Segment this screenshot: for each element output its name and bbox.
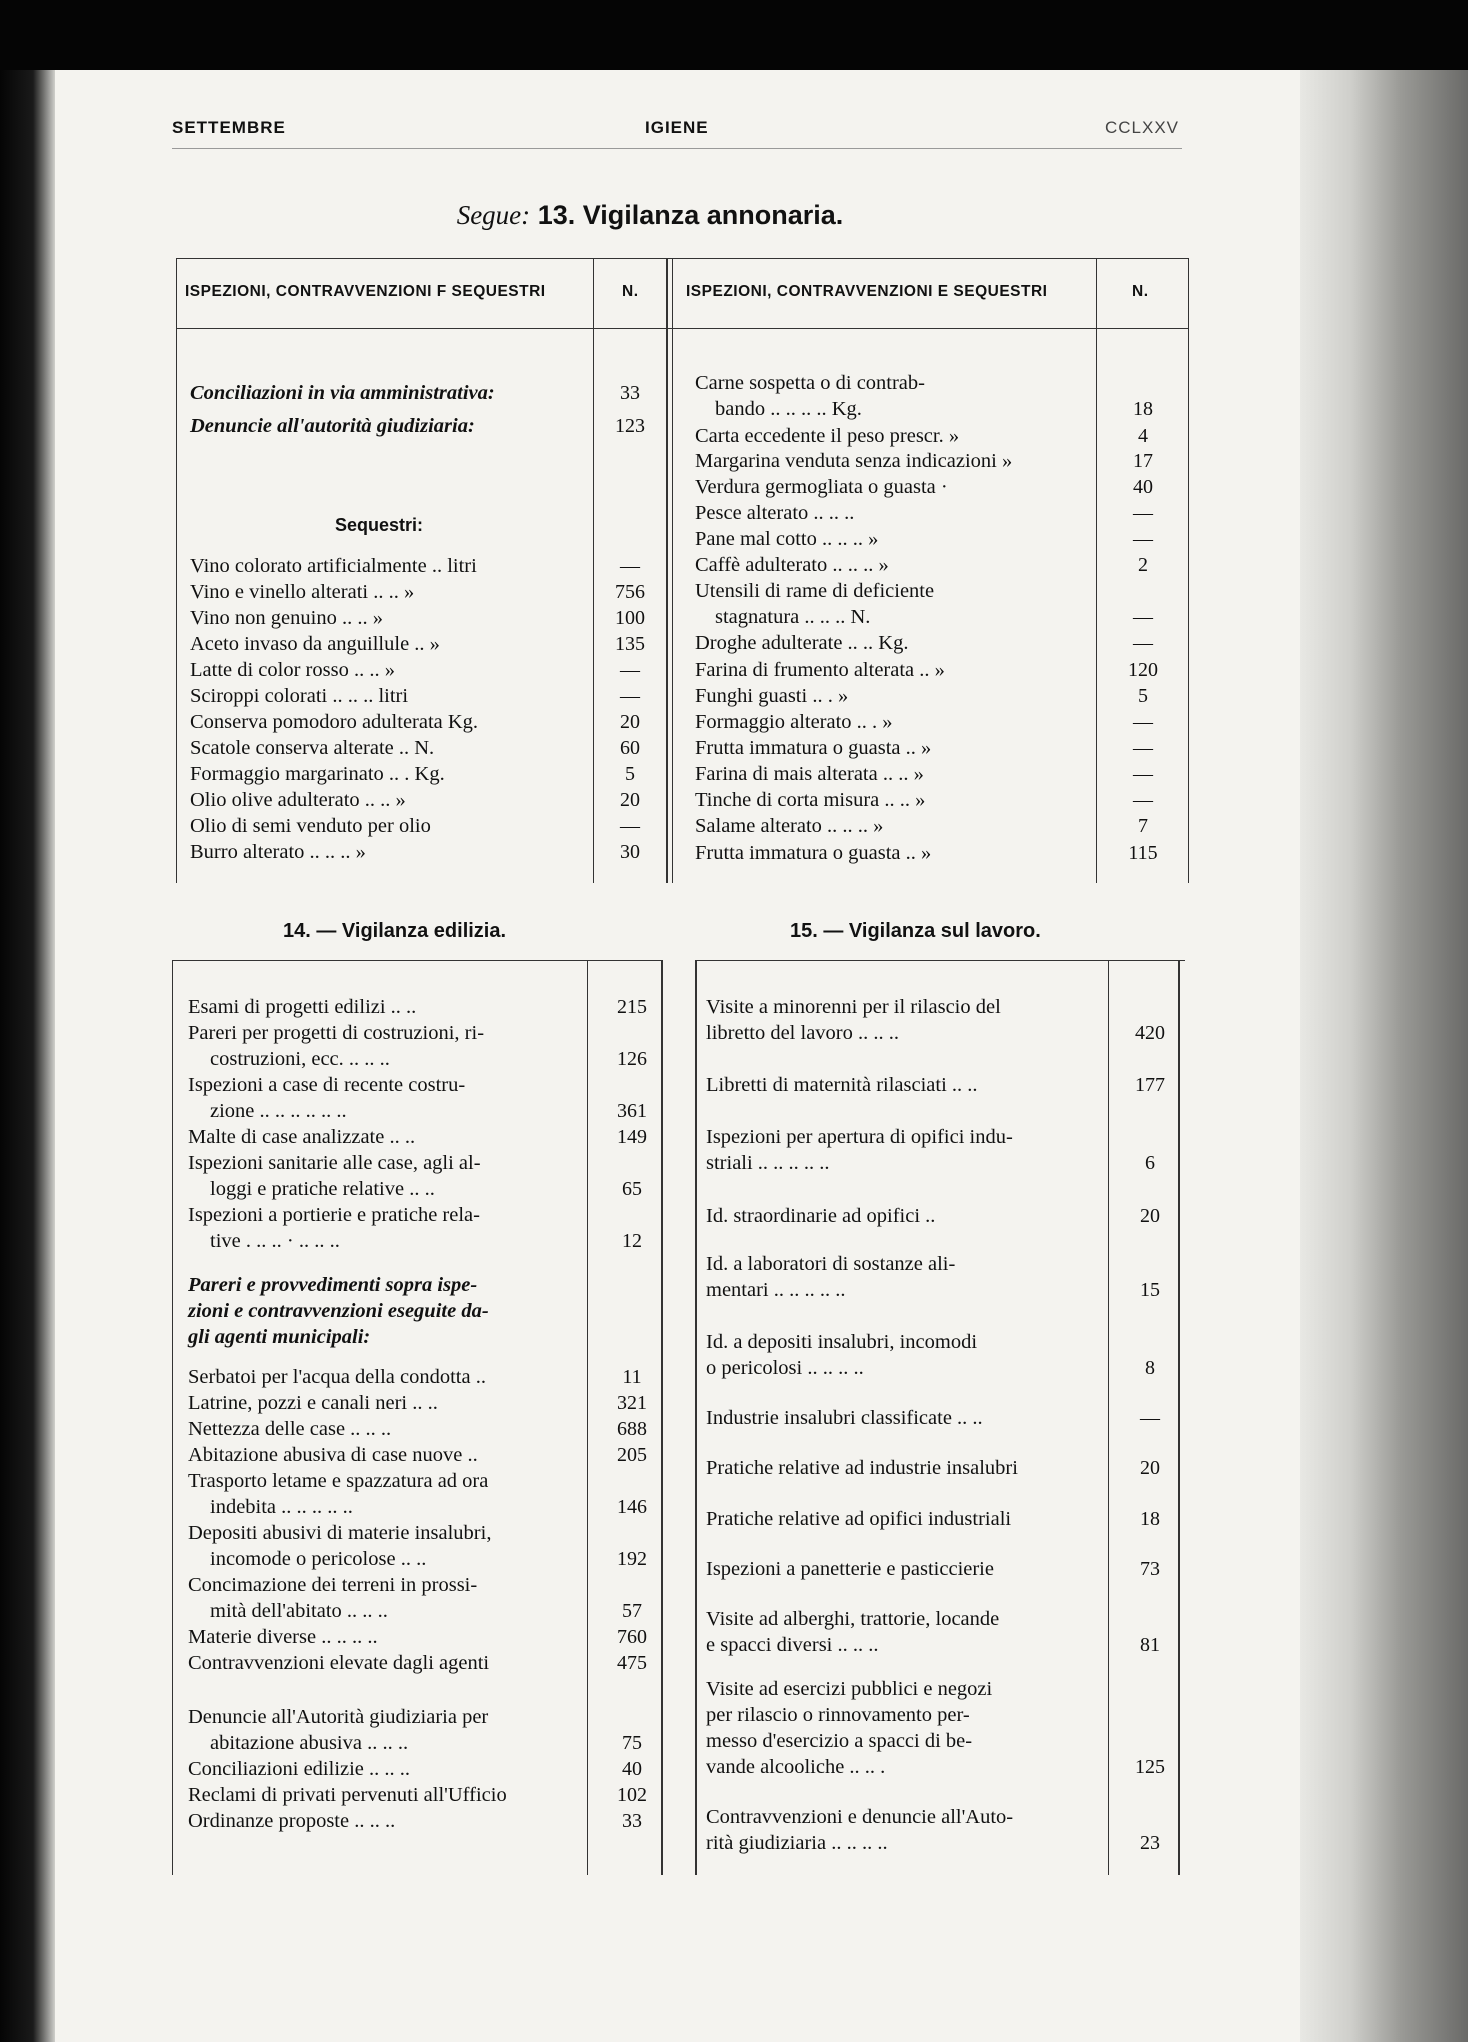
t13left-row-value: — bbox=[620, 555, 640, 577]
table13-mid-rule bbox=[666, 258, 668, 883]
s15-row-value: 420 bbox=[1135, 1022, 1165, 1044]
t13right-row-value: 17 bbox=[1133, 450, 1153, 472]
table13-right-rule bbox=[1188, 258, 1189, 883]
s14-row-text: incomode o pericolose .. .. bbox=[210, 1548, 427, 1570]
header-rule bbox=[172, 148, 1182, 149]
t13left-row-text: Vino e vinello alterati .. .. » bbox=[190, 581, 415, 603]
t13right-row-value: — bbox=[1133, 737, 1153, 759]
s14-row-text: mità dell'abitato .. .. .. bbox=[210, 1600, 388, 1622]
table13-col-rule bbox=[593, 258, 594, 883]
sec15-title: 15. — Vigilanza sul lavoro. bbox=[790, 920, 1041, 942]
s15-row-text: Visite ad esercizi pubblici e negozi bbox=[706, 1678, 993, 1700]
t13right-row-text: Formaggio alterato .. . » bbox=[695, 711, 893, 733]
s14-row-value: 40 bbox=[622, 1758, 642, 1780]
s15-row-text: mentari .. .. .. .. .. bbox=[706, 1279, 846, 1301]
t13right-row-text: Farina di frumento alterata .. » bbox=[695, 659, 945, 681]
sec15-top-rule bbox=[695, 960, 1185, 961]
s14-row-text: zione .. .. .. .. .. .. bbox=[210, 1100, 347, 1122]
s15-row-text: Industrie insalubri classificate .. .. bbox=[706, 1407, 983, 1429]
s14-row-value: 361 bbox=[617, 1100, 647, 1122]
t13right-row-text: Pane mal cotto .. .. .. » bbox=[695, 528, 879, 550]
t13left-row-value: 5 bbox=[625, 763, 635, 785]
s15-row-value: 6 bbox=[1145, 1152, 1155, 1174]
t13left-row-value: — bbox=[620, 685, 640, 707]
s14-row-text: tive . .. .. · .. .. .. bbox=[210, 1230, 340, 1252]
s14-row-text: Contravvenzioni elevate dagli agenti bbox=[188, 1652, 490, 1674]
s14-row-text: zioni e contravvenzioni eseguite da- bbox=[188, 1300, 489, 1322]
s15-row-value: 177 bbox=[1135, 1074, 1165, 1096]
t13right-row-text: Droghe adulterate .. .. Kg. bbox=[695, 632, 909, 654]
t13right-row-value: — bbox=[1133, 711, 1153, 733]
s14-row-text: Concimazione dei terreni in prossi- bbox=[188, 1574, 478, 1596]
t13left-row-text: Vino colorato artificialmente .. litri bbox=[190, 555, 477, 577]
s15-row-text: Pratiche relative ad industrie insalubri bbox=[706, 1457, 1018, 1479]
table13-col-head-right: ISPEZIONI, CONTRAVVENZIONI E SEQUESTRI bbox=[686, 283, 1048, 300]
t13left-row-value: 756 bbox=[615, 581, 645, 603]
t13right-row-text: Farina di mais alterata .. .. » bbox=[695, 763, 924, 785]
s14-row-text: Serbatoi per l'acqua della condotta .. bbox=[188, 1366, 486, 1388]
s14-row-value: 75 bbox=[622, 1732, 642, 1754]
sec15-col-rule bbox=[1108, 960, 1109, 1875]
table13-top-rule bbox=[176, 258, 1188, 259]
s15-row-text: Id. straordinarie ad opifici .. bbox=[706, 1205, 936, 1227]
s14-row-value: 149 bbox=[617, 1126, 647, 1148]
t13left-row-text: Sciroppi colorati .. .. .. litri bbox=[190, 685, 409, 707]
table13-left-rule bbox=[176, 258, 177, 883]
page-title bbox=[0, 200, 1300, 231]
t13right-row-text: Verdura germogliata o guasta · bbox=[695, 476, 948, 498]
t13left-row-text: Sequestri: bbox=[335, 515, 424, 535]
sec14-col-rule bbox=[587, 960, 588, 1875]
s14-row-text: Ispezioni a case di recente costru- bbox=[188, 1074, 466, 1096]
s15-row-value: 73 bbox=[1140, 1558, 1160, 1580]
s14-row-text: indebita .. .. .. .. .. bbox=[210, 1496, 353, 1518]
title-prefix: Segue: bbox=[456, 200, 531, 230]
s14-row-text: loggi e pratiche relative .. .. bbox=[210, 1178, 435, 1200]
t13left-row-value: 20 bbox=[620, 711, 640, 733]
s15-row-text: Id. a laboratori di sostanze ali- bbox=[706, 1253, 956, 1275]
t13left-row-value: — bbox=[620, 659, 640, 681]
s15-row-text: o pericolosi .. .. .. .. bbox=[706, 1357, 864, 1379]
t13right-row-value: — bbox=[1133, 528, 1153, 550]
sec14-title: 14. — Vigilanza edilizia. bbox=[283, 920, 507, 942]
header-left: SETTEMBRE bbox=[172, 118, 286, 137]
t13left-row-text: Denuncie all'autorità giudiziaria: bbox=[190, 415, 475, 437]
s14-row-text: Latrine, pozzi e canali neri .. .. bbox=[188, 1392, 438, 1414]
t13left-row-text: Conciliazioni in via amministrativa: bbox=[190, 382, 495, 404]
s15-row-text: e spacci diversi .. .. .. bbox=[706, 1634, 879, 1656]
table13-col-head-n2: N. bbox=[1132, 283, 1149, 300]
s14-row-value: 11 bbox=[622, 1366, 642, 1388]
t13left-row-value: 135 bbox=[615, 633, 645, 655]
table13-head-rule bbox=[176, 328, 1188, 329]
sec14-left-rule bbox=[172, 960, 173, 1875]
s15-row-value: 15 bbox=[1140, 1279, 1160, 1301]
t13left-row-text: Latte di color rosso .. .. » bbox=[190, 659, 395, 681]
sec14-top-rule bbox=[172, 960, 662, 961]
s14-row-value: 205 bbox=[617, 1444, 647, 1466]
sec15-left-rule bbox=[695, 960, 697, 1875]
s14-row-value: 192 bbox=[617, 1548, 647, 1570]
s14-row-value: 475 bbox=[617, 1652, 647, 1674]
t13right-row-text: Frutta immatura o guasta .. » bbox=[695, 842, 932, 864]
table13-mid-rule2 bbox=[672, 258, 673, 883]
s14-row-text: Denuncie all'Autorità giudiziaria per bbox=[188, 1706, 489, 1728]
s14-row-text: abitazione abusiva .. .. .. bbox=[210, 1732, 409, 1754]
s15-row-text: Libretti di maternità rilasciati .. .. bbox=[706, 1074, 978, 1096]
t13right-row-value: 120 bbox=[1128, 659, 1158, 681]
book-binding bbox=[0, 0, 55, 2042]
s14-row-text: Ispezioni sanitarie alle case, agli al- bbox=[188, 1152, 481, 1174]
s14-row-text: Esami di progetti edilizi .. .. bbox=[188, 996, 417, 1018]
t13right-row-value: — bbox=[1133, 632, 1153, 654]
t13left-row-value: 123 bbox=[615, 415, 645, 437]
s14-row-value: 33 bbox=[622, 1810, 642, 1832]
s14-row-value: 65 bbox=[622, 1178, 642, 1200]
s14-row-value: 146 bbox=[617, 1496, 647, 1518]
t13right-row-text: Margarina venduta senza indicazioni » bbox=[695, 450, 1013, 472]
t13left-row-text: Conserva pomodoro adulterata Kg. bbox=[190, 711, 479, 733]
t13left-row-text: Scatole conserva alterate .. N. bbox=[190, 737, 435, 759]
s15-row-text: libretto del lavoro .. .. .. bbox=[706, 1022, 899, 1044]
t13left-row-text: Olio olive adulterato .. .. » bbox=[190, 789, 406, 811]
s15-row-value: 8 bbox=[1145, 1357, 1155, 1379]
t13right-row-text: Tinche di corta misura .. .. » bbox=[695, 789, 926, 811]
t13right-row-text: Funghi guasti .. . » bbox=[695, 685, 849, 707]
t13left-row-text: Formaggio margarinato .. . Kg. bbox=[190, 763, 445, 785]
page-edge bbox=[1300, 70, 1468, 2042]
table13-col-rule2 bbox=[1096, 258, 1097, 883]
s14-row-text: Trasporto letame e spazzatura ad ora bbox=[188, 1470, 489, 1492]
t13right-row-text: stagnatura .. .. .. N. bbox=[715, 606, 871, 628]
s15-row-text: vande alcooliche .. .. . bbox=[706, 1756, 886, 1778]
s14-row-value: 215 bbox=[617, 996, 647, 1018]
t13right-row-value: 18 bbox=[1133, 398, 1153, 420]
t13right-row-text: Carta eccedente il peso prescr. » bbox=[695, 425, 960, 447]
table13-col-head-left: ISPEZIONI, CONTRAVVENZIONI F SEQUESTRI bbox=[185, 283, 546, 300]
t13right-row-value: — bbox=[1133, 502, 1153, 524]
s14-row-text: Reclami di privati pervenuti all'Ufficio bbox=[188, 1784, 507, 1806]
s14-row-text: Ispezioni a portierie e pratiche rela- bbox=[188, 1204, 480, 1226]
t13right-row-value: — bbox=[1133, 606, 1153, 628]
s15-row-value: — bbox=[1140, 1407, 1160, 1429]
s15-row-text: rità giudiziaria .. .. .. .. bbox=[706, 1832, 888, 1854]
t13left-row-text: Aceto invaso da anguillule .. » bbox=[190, 633, 440, 655]
t13left-row-value: 20 bbox=[620, 789, 640, 811]
s14-row-text: costruzioni, ecc. .. .. .. bbox=[210, 1048, 390, 1070]
t13left-row-value: — bbox=[620, 815, 640, 837]
s14-row-value: 321 bbox=[617, 1392, 647, 1414]
s14-row-value: 102 bbox=[617, 1784, 647, 1806]
s14-row-value: 12 bbox=[622, 1230, 642, 1252]
s15-row-text: Visite a minorenni per il rilascio del bbox=[706, 996, 1001, 1018]
s15-row-text: Id. a depositi insalubri, incomodi bbox=[706, 1331, 978, 1353]
header-center: IGIENE bbox=[645, 118, 709, 137]
s15-row-value: 20 bbox=[1140, 1205, 1160, 1227]
s14-row-text: Abitazione abusiva di case nuove .. bbox=[188, 1444, 478, 1466]
s15-row-value: 125 bbox=[1135, 1756, 1165, 1778]
t13right-row-text: Utensili di rame di deficiente bbox=[695, 580, 935, 602]
s15-row-text: Ispezioni per apertura di opifici indu- bbox=[706, 1126, 1013, 1148]
t13left-row-value: 60 bbox=[620, 737, 640, 759]
t13left-row-value: 33 bbox=[620, 382, 640, 404]
s15-row-value: 18 bbox=[1140, 1508, 1160, 1530]
t13right-row-value: 2 bbox=[1138, 554, 1148, 576]
t13right-row-text: Frutta immatura o guasta .. » bbox=[695, 737, 932, 759]
s15-row-value: 23 bbox=[1140, 1832, 1160, 1854]
s14-row-text: gli agenti municipali: bbox=[188, 1326, 371, 1348]
s14-row-text: Nettezza delle case .. .. .. bbox=[188, 1418, 392, 1440]
t13right-row-value: 7 bbox=[1138, 815, 1148, 837]
t13right-row-value: 5 bbox=[1138, 685, 1148, 707]
s14-row-text: Conciliazioni edilizie .. .. .. bbox=[188, 1758, 411, 1780]
t13right-row-value: — bbox=[1133, 789, 1153, 811]
t13right-row-value: 40 bbox=[1133, 476, 1153, 498]
s14-row-value: 688 bbox=[617, 1418, 647, 1440]
s15-row-text: Contravvenzioni e denuncie all'Auto- bbox=[706, 1806, 1014, 1828]
s14-row-text: Materie diverse .. .. .. .. bbox=[188, 1626, 378, 1648]
scan-border-top bbox=[0, 0, 1468, 70]
s14-row-text: Pareri per progetti di costruzioni, ri- bbox=[188, 1022, 485, 1044]
s15-row-value: 20 bbox=[1140, 1457, 1160, 1479]
t13right-row-text: Carne sospetta o di contrab- bbox=[695, 372, 925, 394]
s15-row-text: Visite ad alberghi, trattorie, locande bbox=[706, 1608, 1000, 1630]
s15-row-text: messo d'esercizio a spacci di be- bbox=[706, 1730, 973, 1752]
t13right-row-text: Salame alterato .. .. .. » bbox=[695, 815, 884, 837]
s15-row-text: per rilascio o rinnovamento per- bbox=[706, 1704, 970, 1726]
header-right: CCLXXV bbox=[1105, 118, 1180, 137]
t13right-row-value: — bbox=[1133, 763, 1153, 785]
s15-row-value: 81 bbox=[1140, 1634, 1160, 1656]
s14-row-value: 126 bbox=[617, 1048, 647, 1070]
s14-row-text: Ordinanze proposte .. .. .. bbox=[188, 1810, 396, 1832]
t13right-row-text: Pesce alterato .. .. .. bbox=[695, 502, 855, 524]
t13left-row-text: Olio di semi venduto per olio bbox=[190, 815, 431, 837]
s14-row-text: Pareri e provvedimenti sopra ispe- bbox=[188, 1274, 478, 1296]
t13right-row-value: 4 bbox=[1138, 425, 1148, 447]
t13right-row-text: Caffè adulterato .. .. .. » bbox=[695, 554, 889, 576]
s14-row-text: Depositi abusivi di materie insalubri, bbox=[188, 1522, 492, 1544]
t13left-row-value: 30 bbox=[620, 841, 640, 863]
t13right-row-text: bando .. .. .. .. Kg. bbox=[715, 398, 862, 420]
table13-col-head-n: N. bbox=[622, 283, 639, 300]
s14-row-value: 760 bbox=[617, 1626, 647, 1648]
title-text: 13. Vigilanza annonaria. bbox=[537, 200, 844, 230]
t13right-row-value: 115 bbox=[1128, 842, 1158, 864]
s15-row-text: striali .. .. .. .. .. bbox=[706, 1152, 830, 1174]
t13left-row-text: Vino non genuino .. .. » bbox=[190, 607, 383, 629]
s15-row-text: Ispezioni a panetterie e pasticcierie bbox=[706, 1558, 994, 1580]
s15-row-text: Pratiche relative ad opifici industriali bbox=[706, 1508, 1012, 1530]
s14-row-text: Malte di case analizzate .. .. bbox=[188, 1126, 416, 1148]
t13left-row-text: Burro alterato .. .. .. » bbox=[190, 841, 366, 863]
t13left-row-value: 100 bbox=[615, 607, 645, 629]
s14-row-value: 57 bbox=[622, 1600, 642, 1622]
